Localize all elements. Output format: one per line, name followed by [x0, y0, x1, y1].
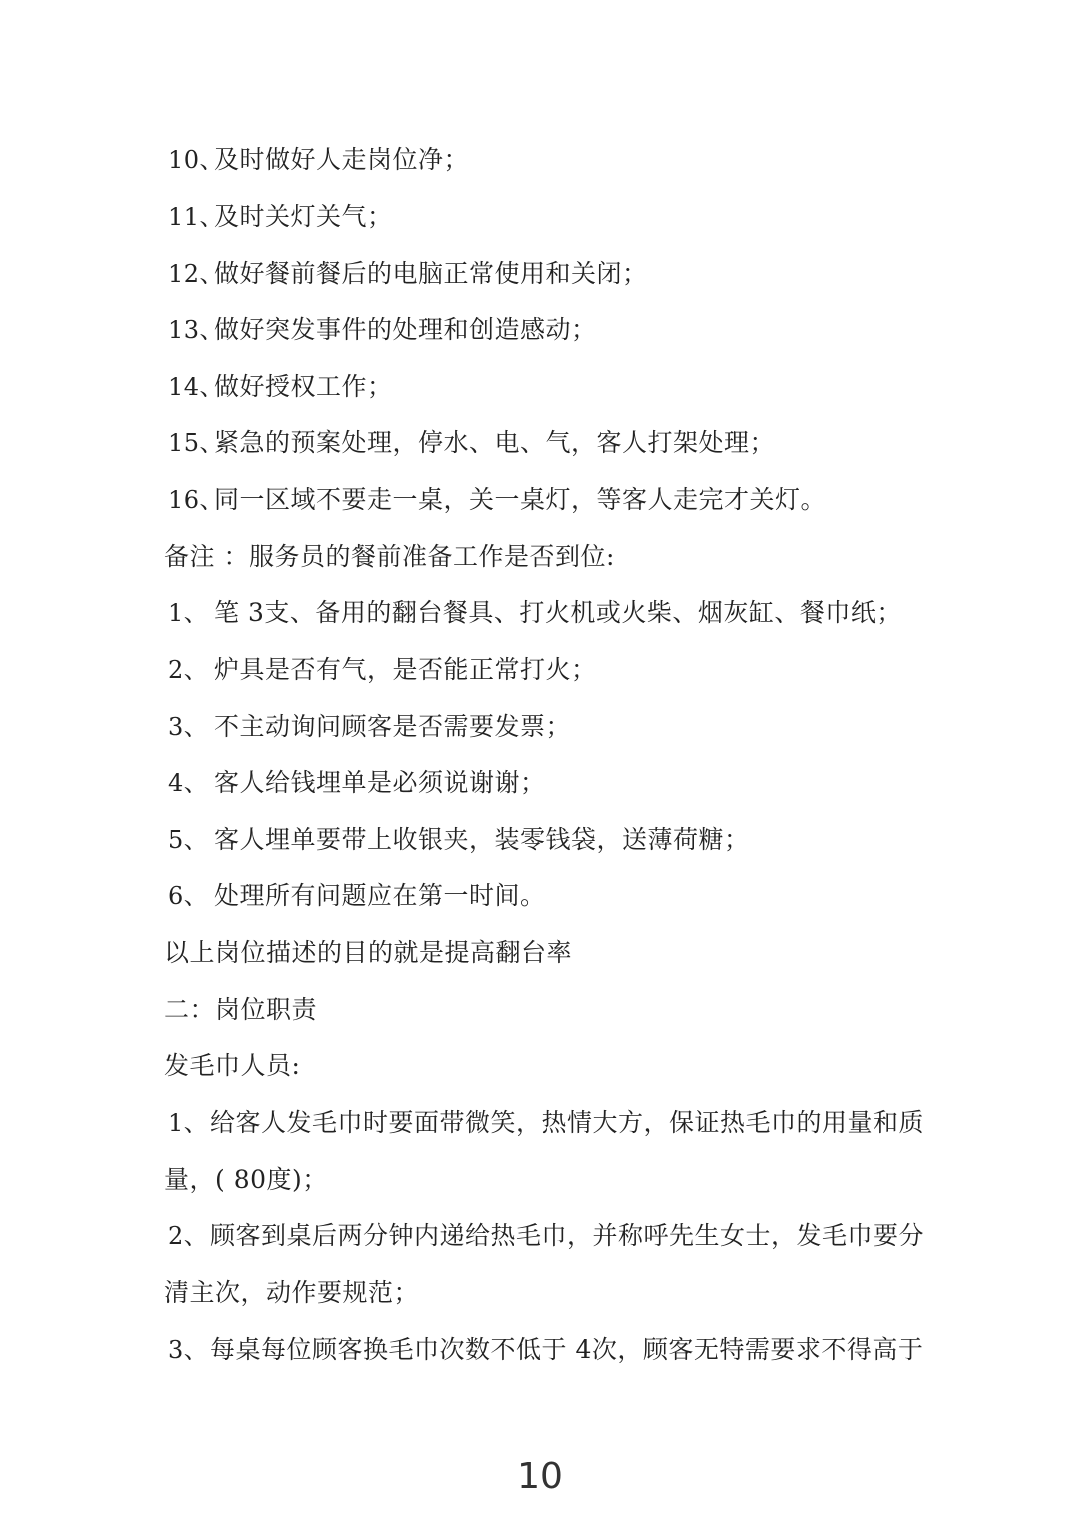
- list-item-text: 客人给钱埋单是必须说谢谢；: [214, 768, 546, 797]
- list-item-text: 每桌每位顾客换毛巾次数不低于 4次，顾客无特需要求不得高于: [210, 1335, 924, 1364]
- list-item-number: 12、: [168, 260, 225, 288]
- list-item-text: 处理所有问题应在第一时间。: [214, 881, 546, 910]
- list-item-number: 3、: [168, 1336, 209, 1364]
- list-item-text: 炉具是否有气，是否能正常打火；: [214, 655, 597, 684]
- list-item-text: 给客人发毛巾时要面带微笑，热情大方，保证热毛巾的用量和质: [210, 1108, 925, 1137]
- list-item-number: 14、: [168, 373, 225, 401]
- list-item-text: 做好授权工作；: [214, 372, 393, 401]
- list-item-number: 1、: [168, 1109, 209, 1137]
- list-item-text: 及时关灯关气；: [214, 202, 393, 231]
- list-item-text: 客人埋单要带上收银夹，装零钱袋，送薄荷糖；: [214, 825, 750, 854]
- list-item-text: 及时做好人走岗位净；: [214, 145, 470, 174]
- page-number: 10: [517, 1456, 563, 1497]
- list-item-number: 3、: [168, 713, 209, 741]
- list-item-number: 1、: [168, 599, 209, 627]
- list-item-number: 16、: [168, 486, 225, 514]
- list-item-text: 紧急的预案处理，停水、电、气，客人打架处理；: [214, 428, 776, 457]
- list-item-number: 10、: [168, 146, 225, 174]
- list-item-number: 11、: [168, 203, 225, 231]
- list-item-number: 13、: [168, 316, 225, 344]
- list-item-number: 2、: [168, 656, 209, 684]
- list-item-text: 同一区域不要走一桌，关一桌灯，等客人走完才关灯。: [214, 485, 827, 514]
- list-item-number: 5、: [168, 826, 209, 854]
- list-item-number: 2、: [168, 1222, 209, 1250]
- list-item-text: 做好突发事件的处理和创造感动；: [214, 315, 597, 344]
- document-page: 10、 及时做好人走岗位净； 11、 及时关灯关气； 12、 做好餐前餐后的电脑正常使用和关闭； 13、 做好突发事件的处理和创造感动； 14、 做好授权工作； 15、 紧急的预案处理，停水、电、气，客人打架处理； 16、 同一区域不要走一桌，关一桌灯，等客人走完才关灯。 备注 ：服务员的餐前准备工作是否到位: 1、 笔 3支、备用的翻台餐具、打火机或火柴、烟灰缸、餐巾纸； 2、 炉具是否有气，是否能正常打火； 3、 不主动询问顾客是否需要发票； 4、 客人给钱埋单是必须说谢谢； 5、 客人埋单要带上收银夹，装零钱袋，送薄荷糖； 6、 处理所有问题应在第一时间。 以上岗位描述的目的就是提高翻台率 二：岗位职责 发毛巾人员: 1、 给客人发毛巾时要面带微笑，热情大方，保证热毛巾的用量和质 量，( 80度)； 2、 顾客到桌后两分钟内递给热毛巾，并称呼先生女士，发毛巾要分 清主次，动作要规范； 3、 每桌每位顾客换毛巾次数不低于 4次，顾客无特需要求不得高于 10: [0, 0, 1080, 1527]
- list-item-number: 4、: [168, 769, 209, 797]
- list-item-text: 不主动询问顾客是否需要发票；: [214, 712, 572, 741]
- list-item-text: 笔 3支、备用的翻台餐具、打火机或火柴、烟灰缸、餐巾纸；: [214, 598, 902, 627]
- list-item-text: 顾客到桌后两分钟内递给热毛巾，并称呼先生女士，发毛巾要分: [210, 1221, 925, 1250]
- list-item-number: 6、: [168, 882, 209, 910]
- list-item-number: 15、: [168, 429, 225, 457]
- list-item-text: 做好餐前餐后的电脑正常使用和关闭；: [214, 259, 648, 288]
